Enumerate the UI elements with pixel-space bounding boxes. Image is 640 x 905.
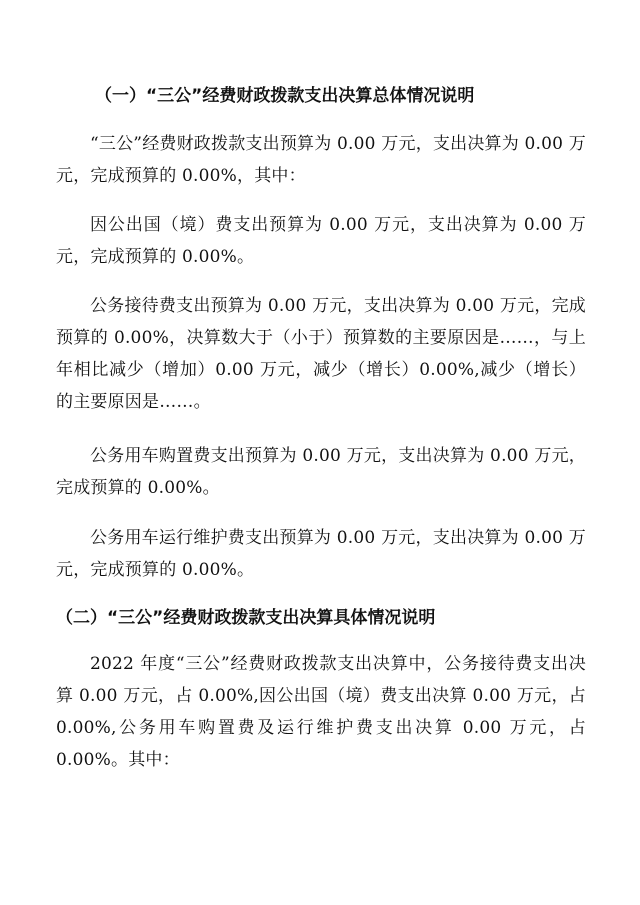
paragraph-specific-details: 2022 年度“三公”经费财政拨款支出决算中，公务接待费支出决算 0.00 万元，占 0.00%,因公出国（境）费支出决算 0.00 万元，占 0.00%,公务用车购置费及运行维护费支出决算 0.00 万元，占 0.00%。其中： xyxy=(56,654,586,770)
paragraph-vehicle-purchase: 公务用车购置费支出预算为 0.00 万元，支出决算为 0.00 万元，完成预算的 0.00%。 xyxy=(56,446,586,498)
paragraph-total-summary: “三公”经费财政拨款支出预算为 0.00 万元，支出决算为 0.00 万元，完成预算的 0.00%，其中： xyxy=(56,134,586,186)
paragraph-official-reception: 公务接待费支出预算为 0.00 万元，支出决算为 0.00 万元，完成预算的 0.00%，决算数大于（小于）预算数的主要原因是……，与上年相比减少（增加）0.00 万元，减少（增长）0.00%,减少（增长）的主要原因是……。 xyxy=(56,296,586,412)
paragraph-overseas-travel: 因公出国（境）费支出预算为 0.00 万元，支出决算为 0.00 万元，完成预算的 0.00%。 xyxy=(56,215,586,267)
paragraph-vehicle-operation: 公务用车运行维护费支出预算为 0.00 万元，支出决算为 0.00 万元，完成预算的 0.00%。 xyxy=(56,528,586,580)
section2-heading: （二）“三公”经费财政拨款支出决算具体情况说明 xyxy=(56,608,436,628)
section1-heading: （一）“三公”经费财政拨款支出决算总体情况说明 xyxy=(95,86,475,106)
